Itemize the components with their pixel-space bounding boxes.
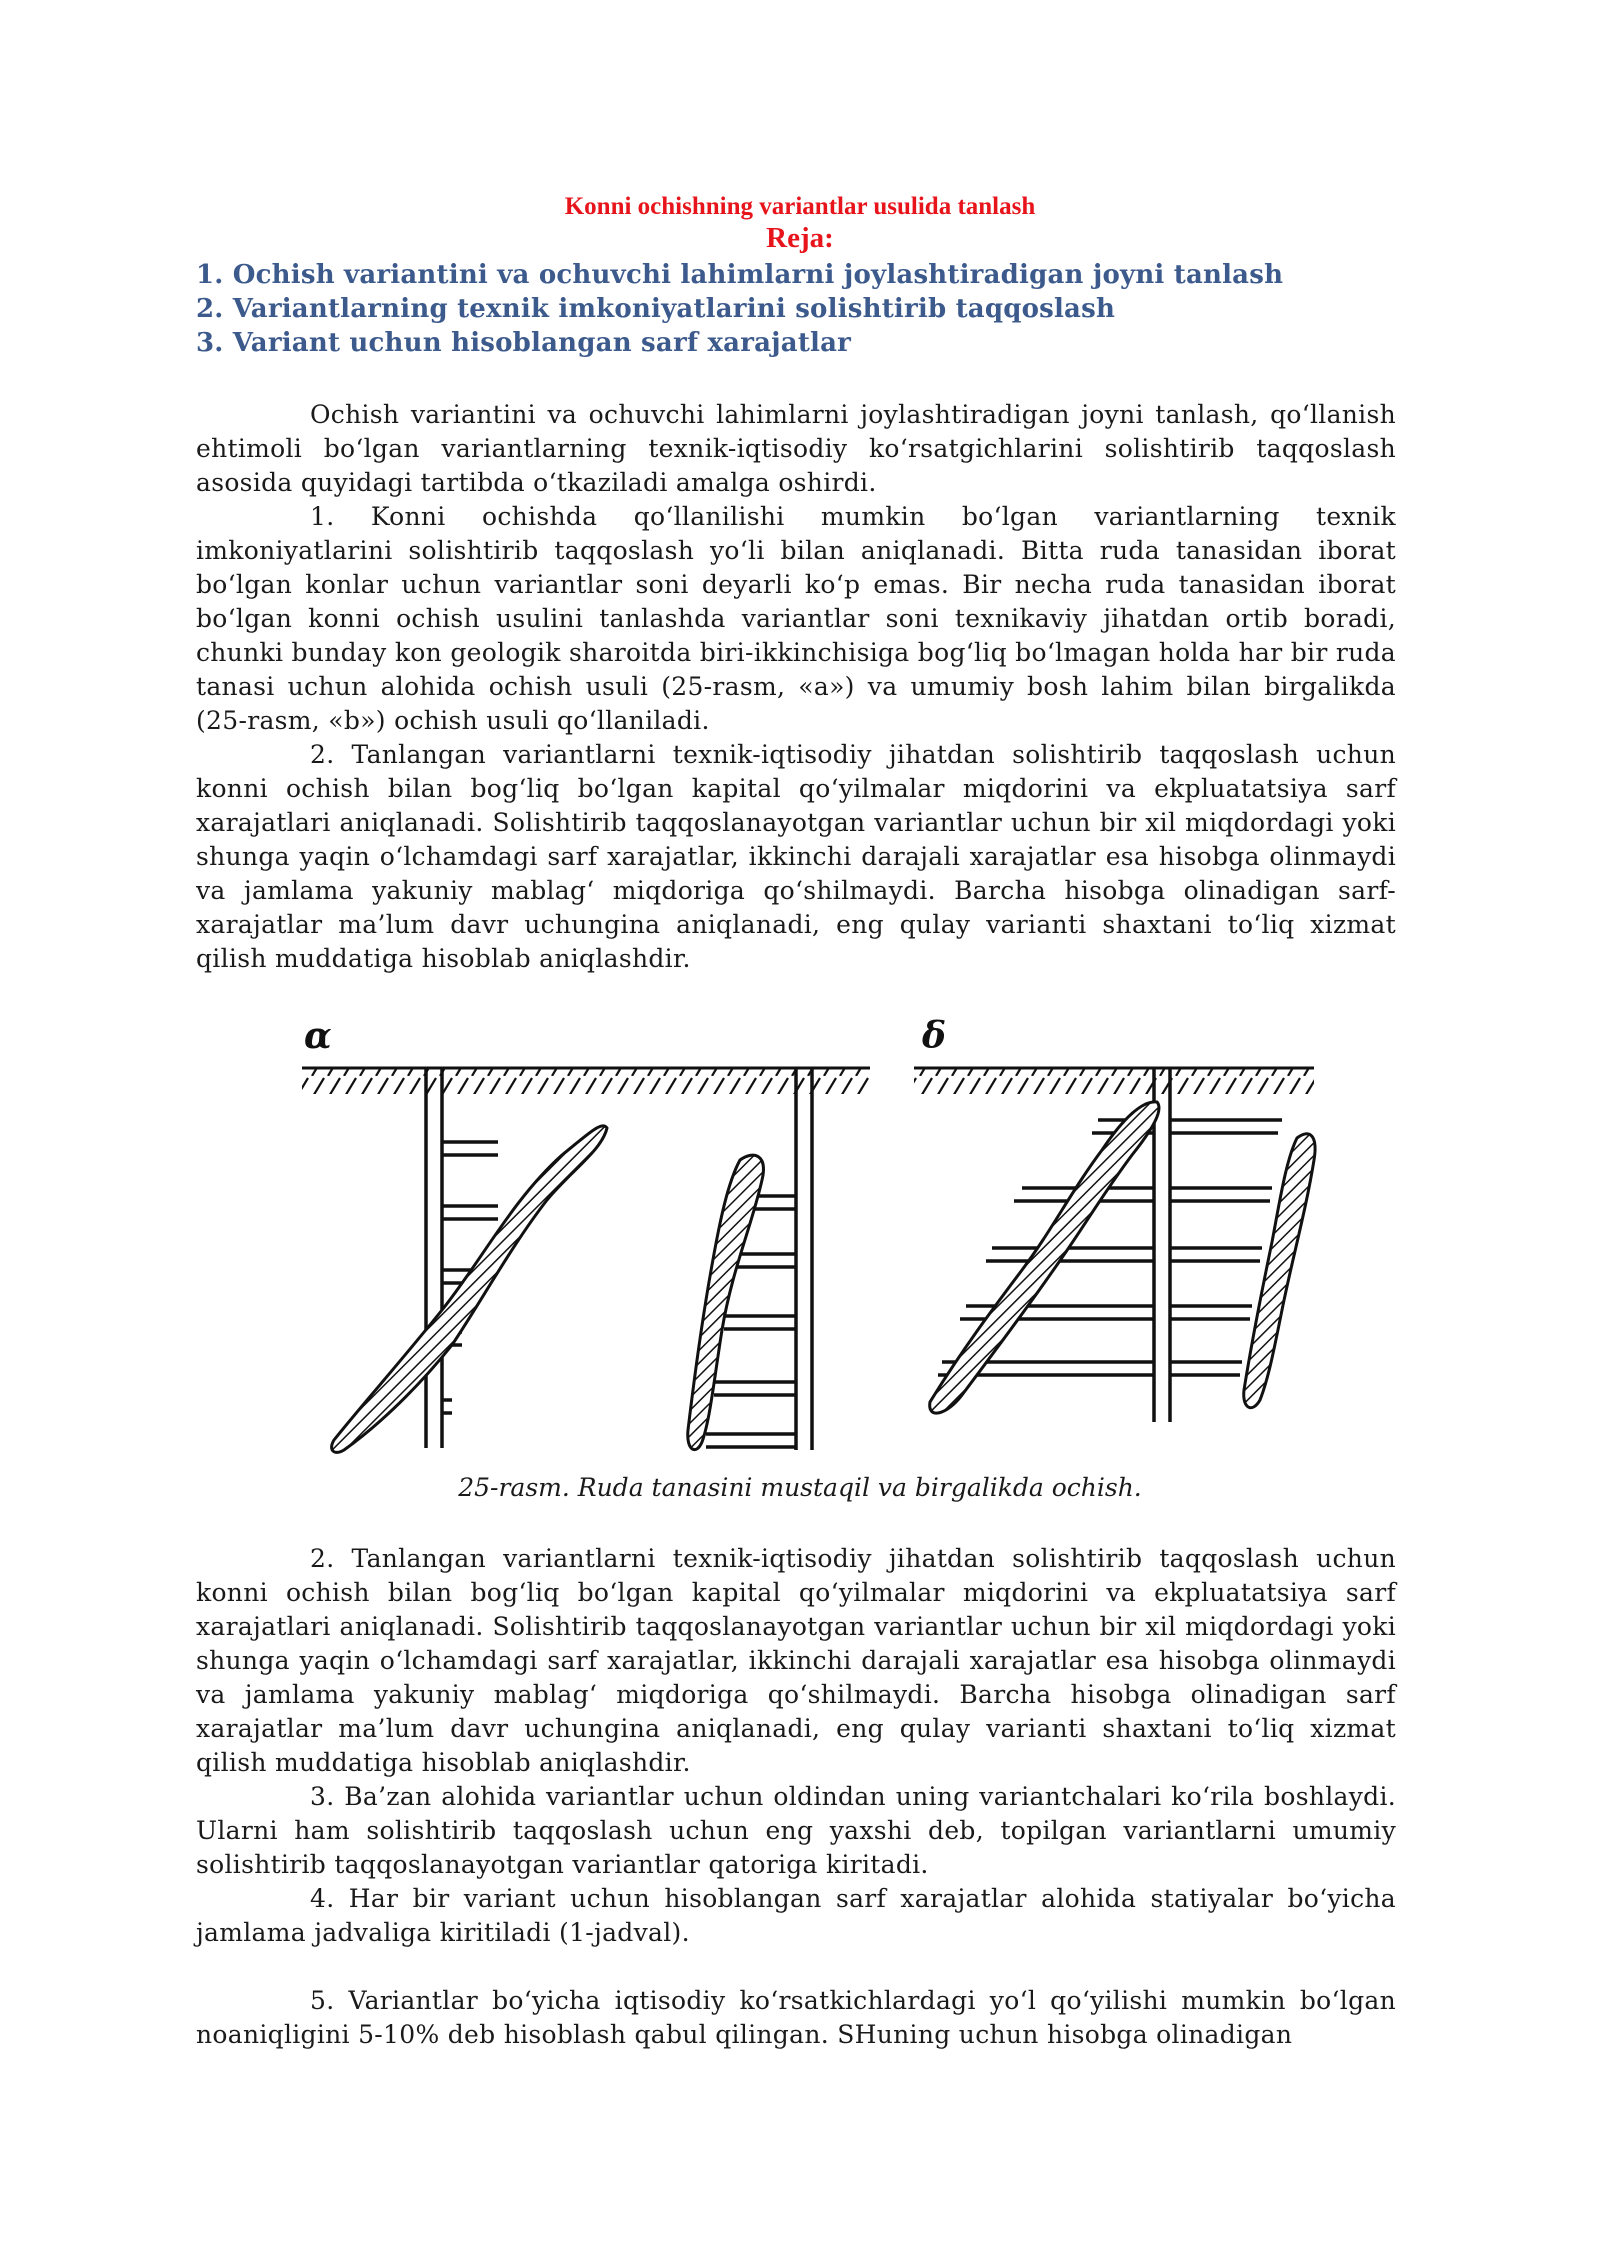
vertical-shaft [938, 1068, 1282, 1422]
figure-caption: 25-rasm. Ruda tanasini mustaqil va birgalikda ochish. [458, 1473, 1142, 1502]
figure-panel-b [914, 1015, 1315, 1422]
ground-hatch [302, 1068, 870, 1094]
plan-item: 1. Ochish variantini va ochuvchi lahimlarni joylashtiradigan joyni tanlash [196, 260, 1284, 290]
ore-body [688, 1155, 764, 1449]
paragraph: 5. Variantlar bo‘yicha iqtisodiy ko‘rsatkichlardagi yo‘l qo‘yilishi mumkin bo‘lgan noaniqligini 5-10% deb hisoblash qabul qilingan. SHuning uchun hisobga olinadigan [196, 1986, 1396, 2049]
figure-panel-a [302, 1015, 870, 1452]
figure-label-a: α [304, 1015, 332, 1057]
paragraph: 1. Konni ochishda qo‘llanilishi mumkin bo‘lgan variantlarning texnik imkoniyatlarini solishtirib taqqoslash yo‘li bilan aniqlanadi. Bitta ruda tanasidan iborat bo‘lgan konlar uchun variantlar soni deyarli ko‘p emas. Bir necha ruda tanasidan iborat bo‘lgan konni ochish usulini tanlashda variantlar soni texnikaviy jihatdan ortib boradi, chunki bunday kon geologik sharoitda biri-ikkinchisiga bog‘liq bo‘lmagan holda har bir ruda tanasi uchun alohida ochish usuli (25-rasm, «a») va umumiy bosh lahim bilan birgalikda (25-rasm, «b») ochish usuli qo‘llaniladi. [196, 502, 1396, 735]
paragraph: Ochish variantini va ochuvchi lahimlarni joylashtiradigan joyni tanlash, qo‘llanish ehtimoli bo‘lgan variantlarning texnik-iqtisodiy ko‘rsatgichlarini solishtirib taqqoslash asosida quyidagi tartibda o‘tkaziladi amalga oshirdi. [196, 400, 1396, 497]
figure-label-b: δ [922, 1015, 947, 1057]
paragraph: 2. Tanlangan variantlarni texnik-iqtisodiy jihatdan solishtirib taqqoslash uchun konni ochish bilan bog‘liq bo‘lgan kapital qo‘yilmalar miqdorini va ekpluatatsiya sarf xarajatlari aniqlanadi. Solishtirib taqqoslanayotgan variantlar uchun bir xil miqdordagi yoki shunga yaqin o‘lchamdagi sarf xarajatlar, ikkinchi darajali xarajatlar esa hisobga olinmaydi va jamlama yakuniy mablag‘ miqdoriga qo‘shilmaydi. Barcha hisobga olinadigan sarf xarajatlar ma’lum davr uchungina aniqlanadi, eng qulay varianti shaxtani to‘liq xizmat qilish muddatiga hisoblab aniqlashdir. [196, 1544, 1396, 1777]
paragraph: 2. Tanlangan variantlarni texnik-iqtisodiy jihatdan solishtirib taqqoslash uchun konni ochish bilan bog‘liq bo‘lgan kapital qo‘yilmalar miqdorini va ekpluatatsiya sarf xarajatlari aniqlanadi. Solishtirib taqqoslanayotgan variantlar uchun bir xil miqdordagi yoki shunga yaqin o‘lchamdagi sarf xarajatlar, ikkinchi darajali xarajatlar esa hisobga olinmaydi va jamlama yakuniy mablag‘ miqdoriga qo‘shilmaydi. Barcha hisobga olinadigan sarf- xarajatlar ma’lum davr uchungina aniqlanadi, eng qulay varianti shaxtani to‘liq xizmat qilish muddatiga hisoblab aniqlashdir. [196, 740, 1396, 973]
plan-item: 2. Variantlarning texnik imkoniyatlarini solishtirib taqqoslash [196, 294, 1116, 324]
plan-list [196, 258, 1283, 360]
mine-opening-figure [262, 1010, 1322, 1470]
ground-hatch [914, 1068, 1314, 1094]
plan-item: 3. Variant uchun hisoblangan sarf xarajatlar [196, 328, 852, 358]
ore-body [332, 1126, 607, 1453]
ore-body [930, 1102, 1159, 1413]
ore-body [1244, 1134, 1315, 1408]
paragraph: 3. Ba’zan alohida variantlar uchun oldindan uning variantchalari ko‘rila boshlaydi. Ularni ham solishtirib taqqoslash uchun eng yaxshi deb, topilgan variantlarni umumiy solishtirib taqqoslanayotgan variantlar qatoriga kiritadi. [196, 1782, 1396, 1879]
paragraph: 4. Har bir variant uchun hisoblangan sarf xarajatlar alohida statiyalar bo‘yicha jamlama jadvaliga kiritiladi (1-jadval). [196, 1884, 1396, 1947]
body-text-top [196, 398, 1396, 976]
document-title: Konni ochishning variantlar usulida tanlash [564, 193, 1036, 220]
body-text-bottom [196, 1542, 1396, 2052]
plan-heading: Reja: [766, 222, 834, 254]
